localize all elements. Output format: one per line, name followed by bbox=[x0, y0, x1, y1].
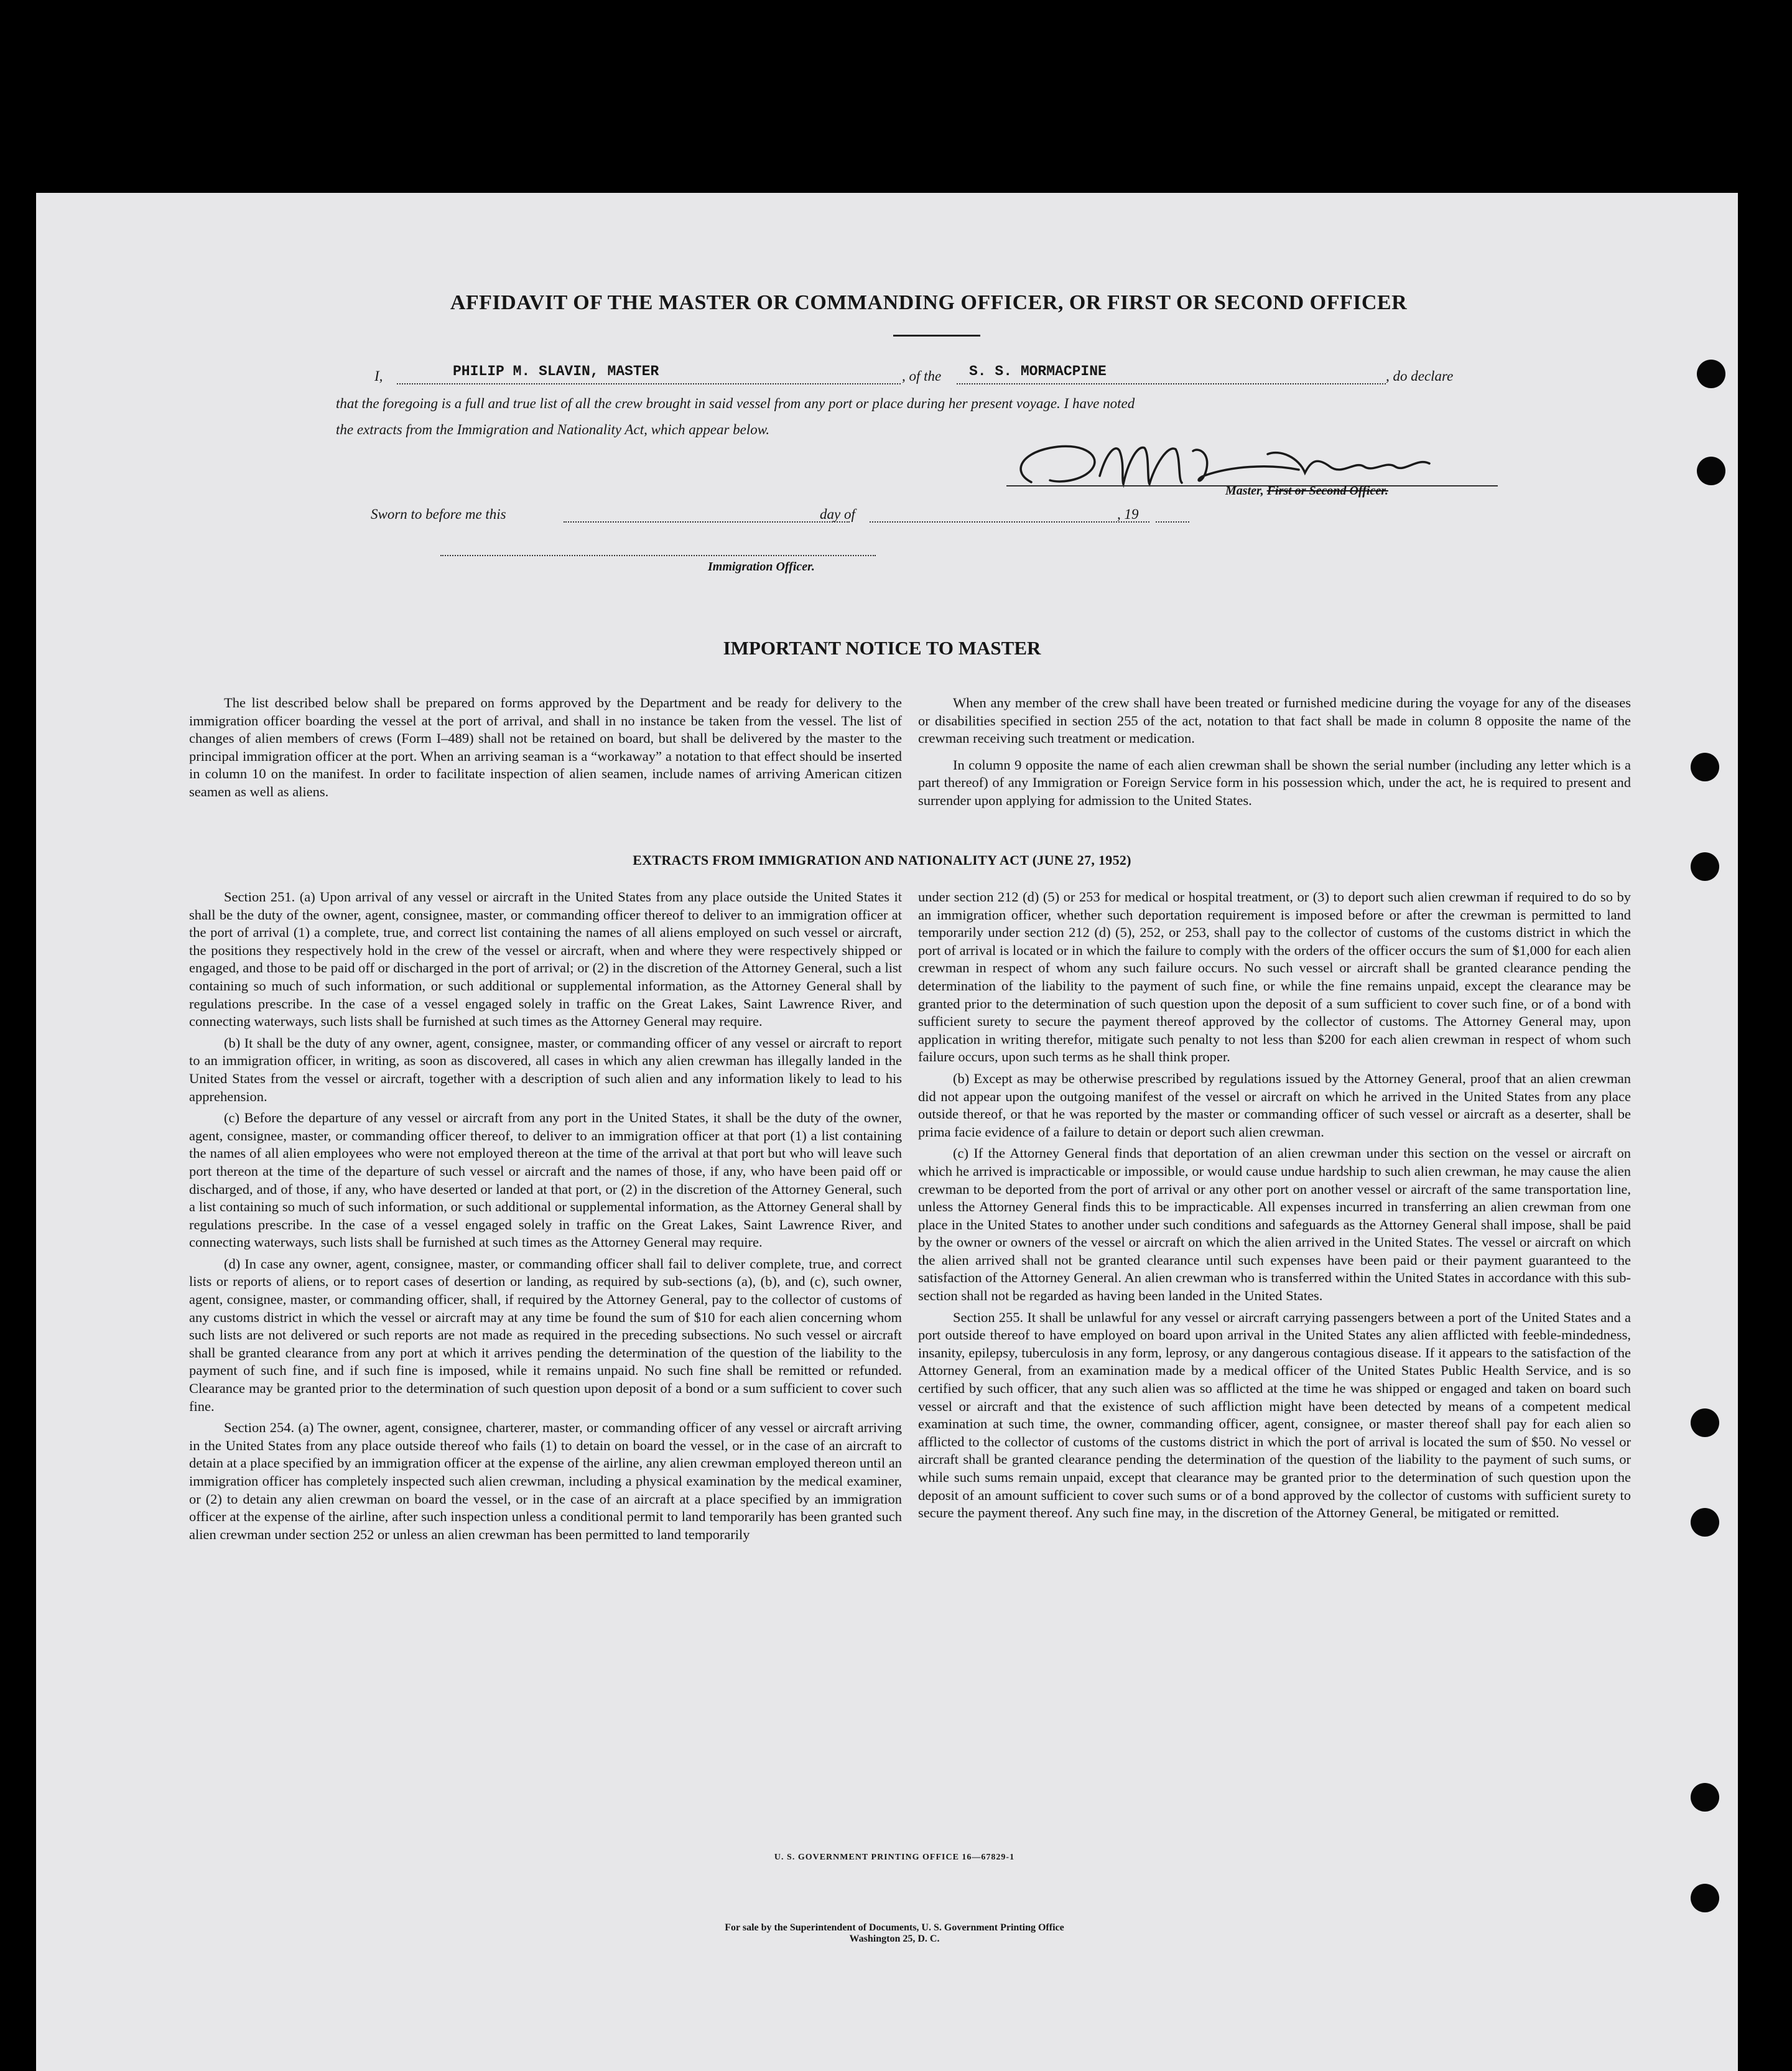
sale-notice-line-1: For sale by the Superintendent of Documents, U. S. Government Printing Office bbox=[725, 1922, 1064, 1933]
sale-notice bbox=[583, 1922, 1205, 1945]
signer-title-master: Master, bbox=[1225, 484, 1267, 498]
gpo-imprint: U. S. GOVERNMENT PRINTING OFFICE 16—67829-1 bbox=[774, 1853, 1015, 1862]
notice-right-para-2: In column 9 opposite the name of each alien crewman shall be shown the serial number (including any letter which is a part thereof) of any Immigration or Foreign Service form in his possession which, under the act, he is required to present and surrender upon applying for admission to the United States. bbox=[918, 756, 1631, 808]
extract-right-para: Section 255. It shall be unlawful for any vessel or aircraft carrying passengers between a port of the United States and a port outside thereof to have employed on board upon arrival in the United States any alien afflicted with feeble-mindedness, insanity, epilepsy, tuberculosis in any form, leprosy, or any dangerous contagious disease. If it appears to the satisfaction of the Attorney General, from an examination made by a medical officer of the United States Public Health Service, and is so certified by such officer, that any such alien was so afflicted at the time he was shipped or engaged and taken on board such vessel or aircraft and that the existence of such affliction might have been detected by means of a competent medical examination at such time, the owner, commanding officer, agent, consignee, or master thereof shall pay for each alien so afflicted to the collector of customs of the customs district in which the port of arrival is located the sum of $50. No vessel or aircraft shall be granted clearance pending the determination of the question of the liability to the payment of such sums, or while such sums remain unpaid, except that clearance may be granted prior to the determination of such question upon the deposit of an amount sufficient to cover such sums or of a bond approved by the collector of customs with sufficient surety to secure the payment thereof. Any such fine may, in the discretion of the Attorney General, be mitigated or remitted. bbox=[918, 1309, 1631, 1521]
extract-right-para: under section 212 (d) (5) or 253 for medical or hospital treatment, or (3) to deport such alien crewman if required to do so by an immigration officer, whether such deportation requirement is imposed before or after the crewman is permitted to land temporarily under section 212 (d) (5), 252, or 253, shall pay to the collector of customs of the customs district in which the port of arrival is located or in which the failure to comply with the orders of the officer occurs the sum of $1,000 for each alien crewman in respect of whom any such failure occurs. No such vessel or aircraft shall be granted clearance pending the determination of the liability to the payment of such fine, or while the fine remains unpaid, except the clearance may be granted prior to the determination of such question upon the deposit of a sum sufficient to cover such fine, or of a bond with sufficient surety to secure the payment thereof approved by the collector of customs. The Attorney General may, upon application in writing therefor, mitigate such penalty to not less than $200 for each alien crewman in respect of whom such failure occurs, upon such terms as he shall think proper. bbox=[918, 889, 1631, 1065]
extract-right-para: (b) Except as may be otherwise prescribed by regulations issued by the Attorney General, proof that an alien crewman did not appear upon the outgoing manifest of the vessel or aircraft on which he arrived in the United States from any place outside thereof, or that he was reported by the master or commanding officer of such vessel or aircraft as a deserter, shall be prima facie evidence of a failure to detain or deport such alien crewman. bbox=[918, 1070, 1631, 1140]
signer-title-struck: First or Second Officer. bbox=[1266, 484, 1388, 498]
punch-hole bbox=[1691, 1508, 1719, 1537]
extract-left-para: (d) In case any owner, agent, consignee, master, or commanding officer shall fail to deliver complete, true, and correct lists or reports of aliens, or to report cases of desertion or landing, as required by sub-sections (a), (b), and (c), such owner, agent, consignee, master, or commanding officer, shall, if required by the Attorney General, pay to the collector of customs of any customs district in which the vessel or aircraft may at any time be found the sum of $10 for each alien concerning whom such lists are not delivered or such reports are not made as required in the preceding subsections. No such vessel or aircraft shall be granted clearance from any port at which it arrives pending the determination of the question of the liability to the payment of such fine, and if such fine is imposed, while it remains unpaid. No such fine shall be remitted or refunded. Clearance may be granted prior to the determination of such question upon deposit of a bond or a sum sufficient to cover such fine. bbox=[189, 1255, 902, 1414]
notice-left-para: The list described below shall be prepared on forms approved by the Department and be ready for delivery to the immigration officer boarding the vessel at the port of arrival, and shall in no instance be taken from the vessel. The list of changes of alien members of crews (Form I–489) shall not be retained on board, but shall be delivered by the master to the principal immigration officer at the port. When an arriving seaman is a “workaway” a notation to that effect should be inserted in column 10 on the manifest. In order to facilitate inspection of alien seamen, include names of arriving American citizen seamen as well as aliens. bbox=[189, 695, 902, 799]
vessel-line bbox=[957, 383, 1386, 384]
extracts-right-column bbox=[918, 888, 1631, 1526]
punch-hole bbox=[1691, 753, 1719, 781]
extract-left-para: Section 251. (a) Upon arrival of any vessel or aircraft in the United States from any place outside the United States it shall be the duty of the owner, agent, consignee, master, or commanding officer thereof to deliver to an immigration officer at the port of arrival (1) a complete, true, and correct list containing the names of all aliens employed on such vessel or aircraft, the positions they respectively hold in the crew of the vessel or aircraft, when and where they were respectively shipped or engaged, and those to be paid off or discharged in the port of arrival; or (2) in the discretion of the Attorney General, such a list containing so much of such information, or such additional or supplemental information, as the Attorney General shall by regulations prescribe. In the case of a vessel engaged solely in traffic on the Great Lakes, Saint Lawrence River, and connecting waterways, such lists shall be furnished at such times as the Attorney General may require. bbox=[189, 889, 902, 1030]
notice-title: IMPORTANT NOTICE TO MASTER bbox=[723, 637, 1041, 659]
affidavit-title: AFFIDAVIT OF THE MASTER OR COMMANDING OFFICER, OR FIRST OR SECOND OFFICER bbox=[450, 291, 1408, 314]
punch-hole bbox=[1691, 1408, 1719, 1437]
punch-hole bbox=[1691, 1884, 1719, 1912]
master-name-value: PHILIP M. SLAVIN, MASTER bbox=[453, 363, 659, 379]
punch-hole bbox=[1697, 457, 1725, 485]
notice-right-column bbox=[918, 694, 1631, 814]
sworn-year-line bbox=[1156, 521, 1189, 523]
punch-hole bbox=[1697, 360, 1725, 388]
year-label: , 19 bbox=[1117, 506, 1139, 522]
sworn-month-line bbox=[870, 521, 1149, 523]
prefix-i: I, bbox=[374, 368, 383, 384]
day-of-label: day of bbox=[820, 506, 855, 522]
punch-hole bbox=[1691, 852, 1719, 881]
sworn-label: Sworn to before me this bbox=[371, 506, 506, 522]
punch-hole bbox=[1691, 1783, 1719, 1812]
do-declare-label: , do declare bbox=[1386, 368, 1454, 384]
of-the-label: , of the bbox=[902, 368, 942, 384]
document-page bbox=[36, 193, 1738, 2071]
immigration-officer-label: Immigration Officer. bbox=[708, 560, 815, 574]
bleed-through-mark bbox=[982, 255, 987, 279]
extract-left-para: Section 254. (a) The owner, agent, consignee, charterer, master, or commanding officer of any vessel or aircraft arriving in the United States from any place outside thereof who fails (1) to detain on board the vessel, or in the case of an aircraft to detain at a place specified by an immigration officer at the expense of the airline, any alien crewman employed thereon until an immigration officer has completely inspected such alien crewman, including a physical examination by the medical examiner, or (2) to detain any alien crewman on board the vessel, or in the case of an aircraft at a place specified by an immigration officer at the expense of the airline, after such inspection unless a conditional permit to land temporarily has been granted such alien crewman under section 252 or unless an alien crewman has been permitted to land temporarily bbox=[189, 1420, 902, 1542]
declaration-line-1: that the foregoing is a full and true list of all the crew brought in said vessel from any port or place during her present voyage. I have noted bbox=[336, 396, 1135, 411]
title-underline bbox=[893, 335, 980, 337]
officer-signature-line bbox=[440, 555, 876, 556]
declaration-line-2: the extracts from the Immigration and Nationality Act, which appear below. bbox=[336, 422, 770, 437]
extract-left-para: (b) It shall be the duty of any owner, agent, consignee, master, or commanding officer of any vessel or aircraft to report to an immigration officer, in writing, as soon as discovered, all cases in which any alien crewman has illegally landed in the United States from the vessel or aircraft, together with a description of such alien and any information likely to lead to his apprehension. bbox=[189, 1035, 902, 1104]
extracts-title: EXTRACTS FROM IMMIGRATION AND NATIONALITY ACT (JUNE 27, 1952) bbox=[633, 852, 1131, 868]
sale-notice-line-2: Washington 25, D. C. bbox=[849, 1934, 940, 1944]
signer-title bbox=[1225, 484, 1388, 498]
extract-left-para: (c) Before the departure of any vessel or aircraft from any port in the United States, it shall be the duty of the owner, agent, consignee, master, or commanding officer thereof, to deliver to an immigration officer at that port (1) a list containing the names of all alien employees who were not employed thereon at the time of the arrival at that port but who will leave such port thereon at the time of the departure of such vessel or aircraft and the names of those, if any, who have been paid off or discharged, and of those, if any, who have deserted or landed at that port, or (2) in the discretion of the Attorney General, such a list containing so much of such information, or such additional or supplemental information, as the Attorney General shall by regulations prescribe. In the case of a vessel engaged solely in traffic on the Great Lakes, Saint Lawrence River, and connecting waterways, such lists shall be furnished at such times as the Attorney General may require. bbox=[189, 1110, 902, 1250]
notice-right-para-1: When any member of the crew shall have been treated or furnished medicine during the voyage for any of the diseases or disabilities specified in section 255 of the act, notation to that fact shall be made in column 8 opposite the name of the crewman receiving such treatment or medication. bbox=[918, 695, 1631, 747]
extracts-left-column bbox=[189, 888, 902, 1547]
name-line bbox=[397, 383, 901, 384]
notice-left-column bbox=[189, 694, 902, 805]
extract-right-para: (c) If the Attorney General finds that deportation of an alien crewman under this section on the vessel or aircraft on which he arrived is impracticable or impossible, or would cause undue hardship to such alien crewman, he may cause the alien crewman to be deported from the port of arrival or any other port on another vessel or aircraft of the same transportation line, unless the Attorney General finds this to be impracticable. All expenses incurred in transferring an alien crewman from one place in the United States to another under such conditions and safeguards as the Attorney General shall impose, shall be paid by the owner or owners of the vessel or aircraft on which the alien arrived in the United States. The vessel or aircraft on which the alien arrived shall not be granted clearance until such expenses have been paid or their payment guaranteed to the satisfaction of the Attorney General. An alien crewman who is transferred within the United States in accordance with this sub-section shall not be regarded as having been landed in the United States. bbox=[918, 1145, 1631, 1304]
vessel-name-value: S. S. MORMACPINE bbox=[969, 363, 1107, 379]
sworn-day-line bbox=[564, 521, 850, 523]
